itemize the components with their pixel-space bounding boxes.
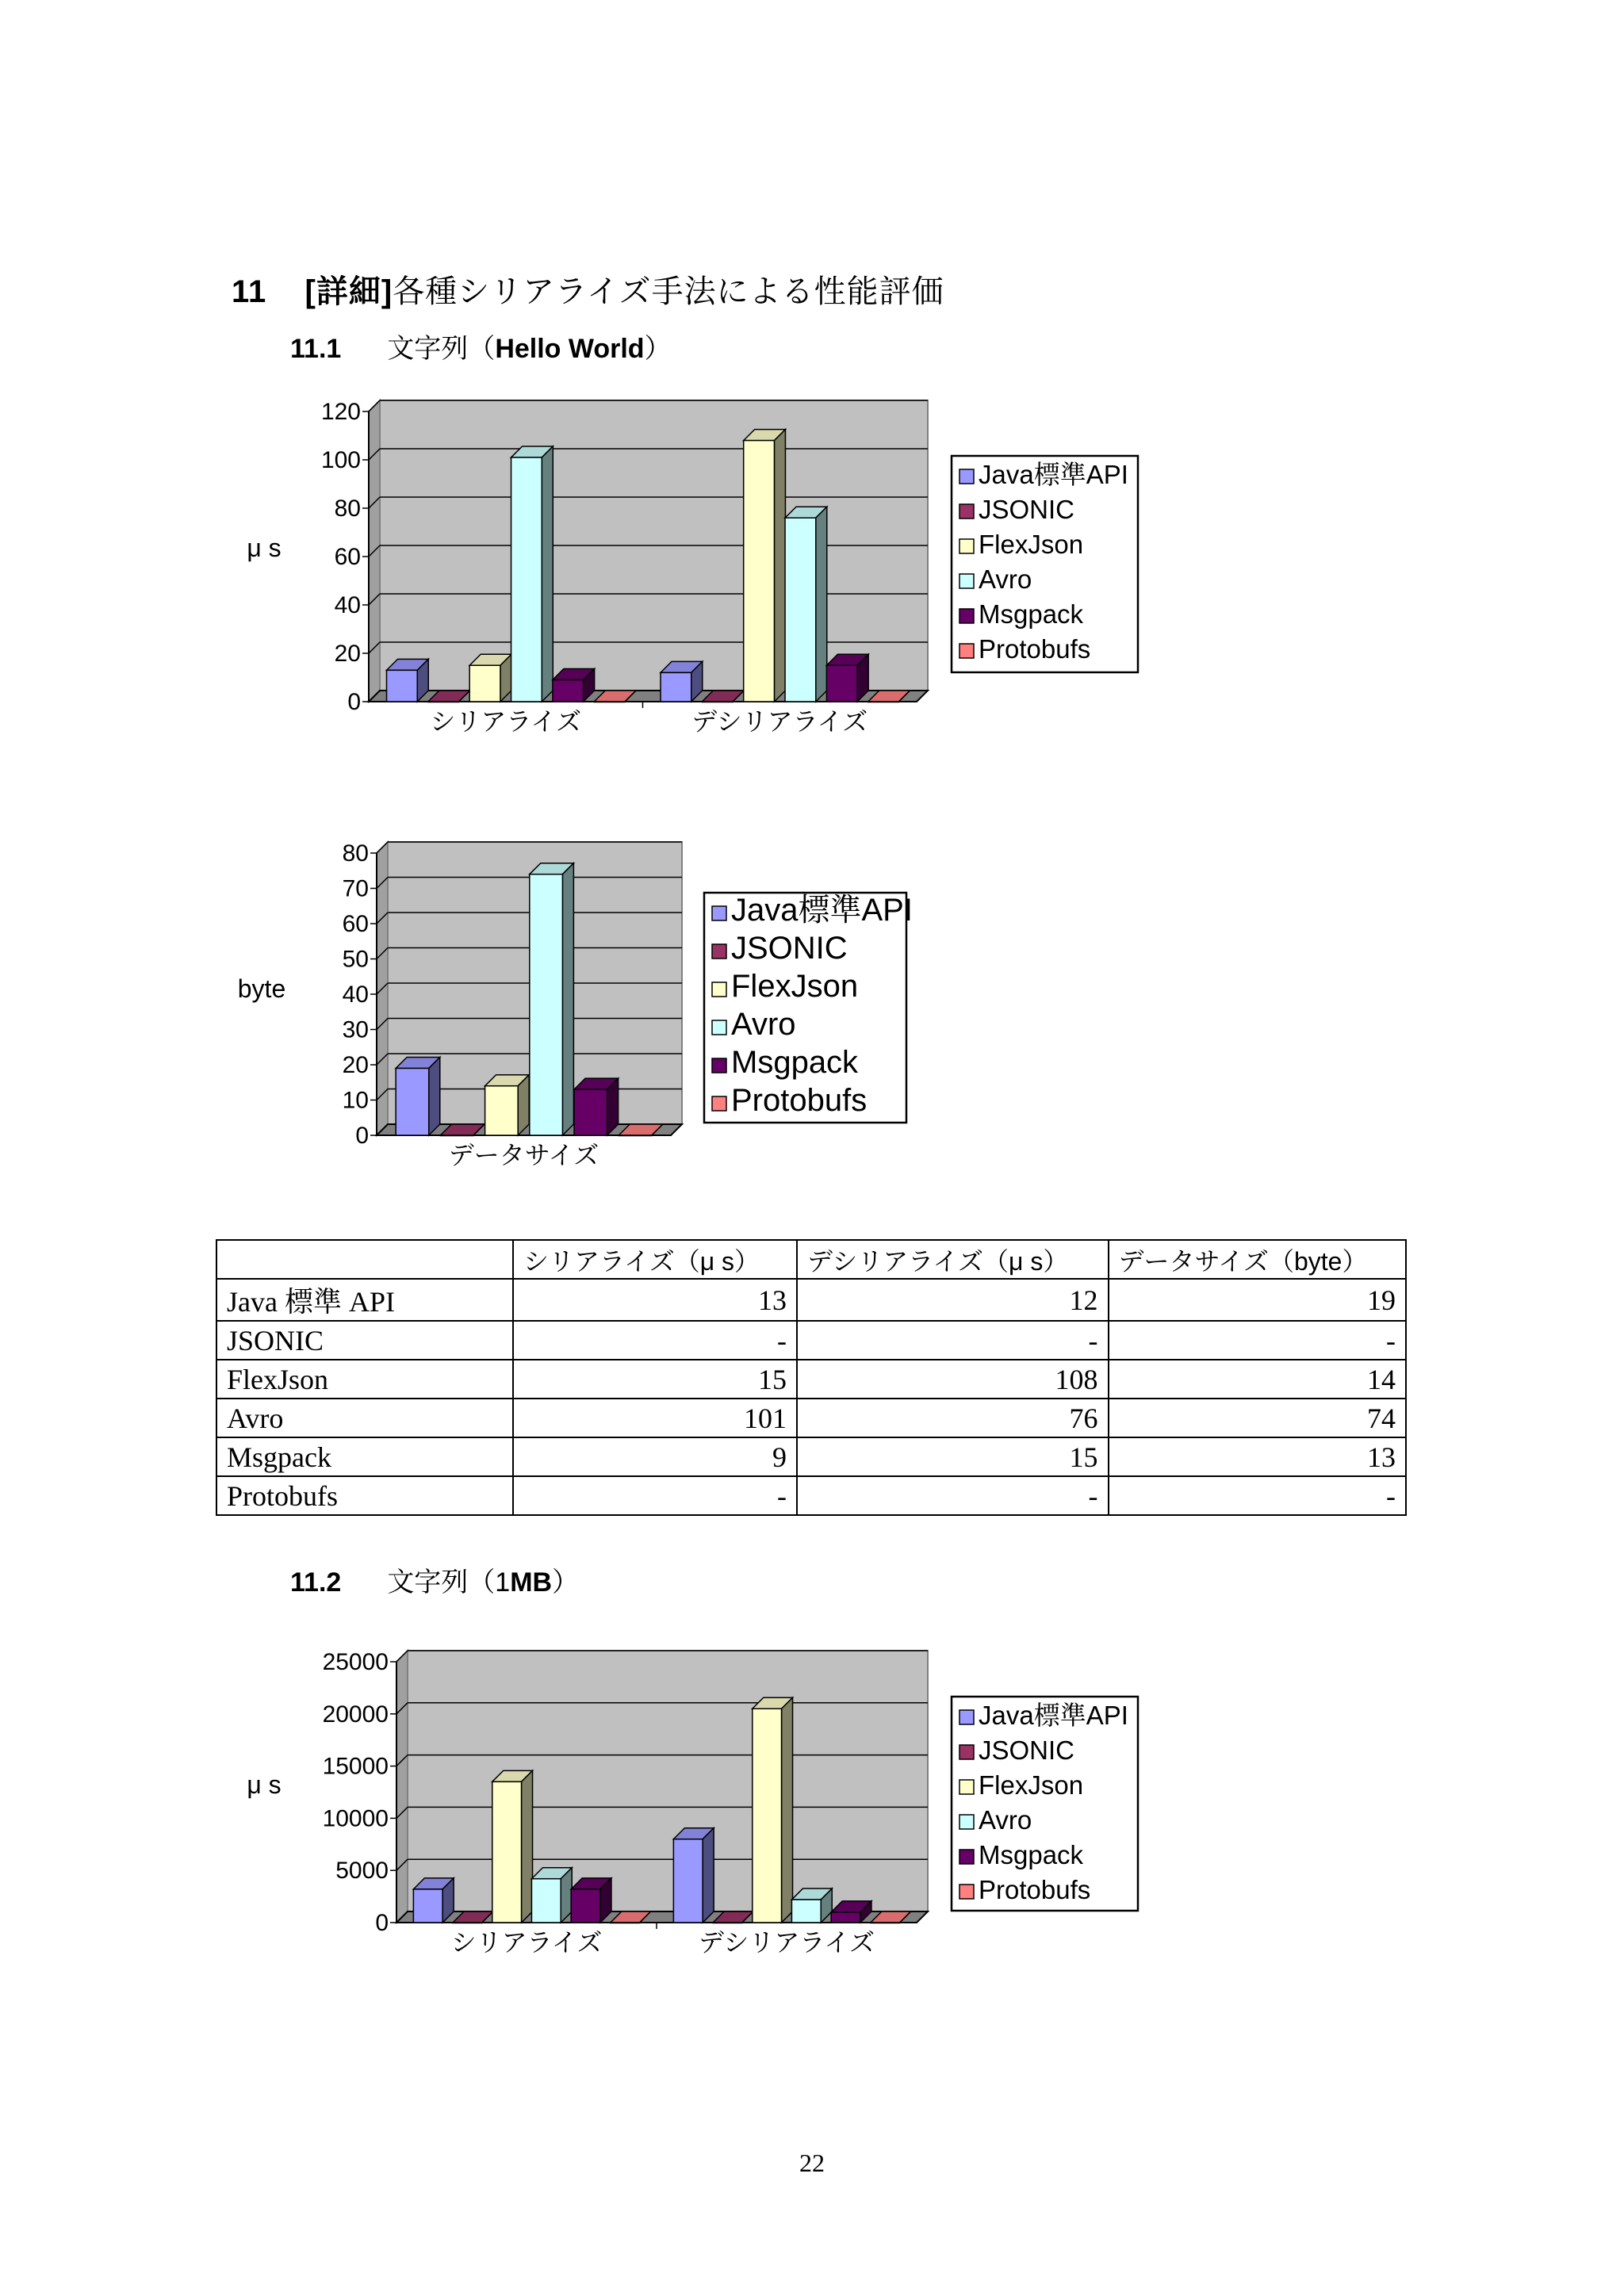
- y-tick-label: 20: [342, 1052, 369, 1078]
- x-tick-label: デシリアライズ: [691, 707, 868, 736]
- subsection-bold: MB: [510, 1567, 553, 1598]
- table-cell: 9: [513, 1437, 797, 1476]
- x-tick-label: シリアライズ: [430, 707, 582, 736]
- legend-item: Protobufs: [979, 1875, 1091, 1904]
- legend-item: Msgpack: [979, 599, 1084, 629]
- y-tick-label: 80: [342, 840, 369, 867]
- subsection-suffix: ）: [552, 1567, 580, 1598]
- y-tick-label: 120: [320, 399, 361, 425]
- section-title: 各種シリアライズ手法による性能評価: [393, 274, 944, 309]
- bar: [673, 1839, 703, 1923]
- bar-side: [522, 1770, 533, 1923]
- table-cell: -: [797, 1321, 1109, 1360]
- y-tick-label: 25000: [322, 1649, 389, 1675]
- table-cell: 15: [797, 1437, 1109, 1476]
- legend-item: JSONIC: [979, 495, 1075, 524]
- y-axis-label: μ s: [247, 534, 282, 562]
- bar: [831, 1912, 860, 1923]
- x-tick-label: デシリアライズ: [698, 1928, 875, 1957]
- y-tick-label: 20: [334, 641, 361, 667]
- legend-item: Protobufs: [731, 1083, 868, 1118]
- legend-item: Protobufs: [979, 634, 1091, 664]
- y-tick-label: 60: [342, 911, 369, 937]
- table-cell: -: [797, 1476, 1109, 1515]
- legend-item: Msgpack: [731, 1045, 859, 1080]
- legend-item: Java標準API: [979, 460, 1128, 489]
- legend-swatch: [959, 1885, 974, 1899]
- subsection-suffix: ）: [644, 334, 672, 364]
- legend-item: FlexJson: [979, 530, 1084, 559]
- table-cell: 76: [797, 1399, 1109, 1437]
- table-cell: 15: [513, 1360, 797, 1399]
- y-tick-label: 60: [334, 544, 361, 570]
- legend-swatch: [959, 1815, 974, 1829]
- y-tick-label: 50: [342, 946, 369, 973]
- subsection-prefix: 文字列（: [387, 334, 496, 364]
- bar: [753, 1709, 782, 1923]
- subsection-bold: Hello World: [495, 334, 645, 364]
- subsection-number: 11.1: [290, 334, 342, 364]
- section-title-bracket: [詳細]: [304, 274, 393, 309]
- y-tick-label: 5000: [335, 1858, 389, 1885]
- y-axis-label: byte: [237, 974, 286, 1003]
- legend-item: Java標準API: [979, 1701, 1128, 1730]
- legend-item: JSONIC: [731, 931, 848, 966]
- table-cell: Msgpack: [216, 1437, 513, 1476]
- legend-item: Avro: [979, 564, 1032, 594]
- x-tick-label: シリアライズ: [450, 1928, 603, 1957]
- y-tick-label: 0: [355, 1123, 369, 1149]
- legend-item: Avro: [979, 1805, 1032, 1835]
- table-header-cell: シリアライズ（μ s）: [513, 1240, 797, 1279]
- table-cell: Avro: [216, 1399, 513, 1437]
- bar: [492, 1781, 522, 1923]
- subsection-number: 11.2: [290, 1567, 342, 1598]
- table-header-cell: デシリアライズ（μ s）: [797, 1240, 1109, 1279]
- table-cell: -: [513, 1321, 797, 1360]
- bar: [413, 1889, 442, 1923]
- y-tick-label: 40: [334, 592, 361, 618]
- y-tick-label: 70: [342, 875, 369, 902]
- plot-back-wall: [408, 1651, 928, 1911]
- table-cell: 13: [513, 1279, 797, 1321]
- legend-item: FlexJson: [979, 1770, 1084, 1800]
- table-cell: 13: [1109, 1437, 1406, 1476]
- bar: [531, 1879, 561, 1923]
- section-number: 11: [232, 274, 267, 309]
- x-tick-label: データサイズ: [448, 1141, 599, 1169]
- table-cell: 108: [797, 1360, 1109, 1399]
- legend-swatch: [959, 1850, 974, 1864]
- table-cell: -: [1109, 1321, 1406, 1360]
- legend-swatch: [959, 1745, 974, 1759]
- table-cell: 74: [1109, 1399, 1406, 1437]
- bar: [791, 1900, 821, 1923]
- legend-swatch: [959, 1780, 974, 1794]
- legend-item: Java標準API: [731, 893, 913, 928]
- table-cell: FlexJson: [216, 1360, 513, 1399]
- legend-item: JSONIC: [979, 1735, 1075, 1765]
- table-cell: Protobufs: [216, 1476, 513, 1515]
- bar-side: [782, 1697, 793, 1923]
- bar-side: [703, 1828, 714, 1923]
- y-tick-label: 0: [347, 689, 361, 715]
- y-tick-label: 15000: [322, 1753, 389, 1780]
- y-axis-label: μ s: [247, 1770, 282, 1799]
- y-tick-label: 30: [342, 1016, 369, 1043]
- y-tick-label: 10: [342, 1087, 369, 1114]
- legend-item: Msgpack: [979, 1840, 1084, 1869]
- table-cell: 12: [797, 1279, 1109, 1321]
- table-cell: 19: [1109, 1279, 1406, 1321]
- table-cell: Java 標準 API: [216, 1279, 513, 1321]
- legend-item: Avro: [731, 1007, 796, 1042]
- legend-swatch: [959, 1710, 974, 1724]
- table-cell: 14: [1109, 1360, 1406, 1399]
- legend-item: FlexJson: [731, 969, 859, 1004]
- y-tick-label: 20000: [322, 1701, 389, 1728]
- y-tick-label: 0: [375, 1910, 389, 1936]
- table-cell: JSONIC: [216, 1321, 513, 1360]
- y-tick-label: 40: [342, 982, 369, 1008]
- table-cell: -: [1109, 1476, 1406, 1515]
- table-cell: 101: [513, 1399, 797, 1437]
- plot-side-wall: [396, 1651, 408, 1923]
- bar: [571, 1889, 600, 1923]
- table-header-cell: データサイズ（byte）: [1109, 1240, 1406, 1279]
- subsection-prefix: 文字列（1: [387, 1567, 511, 1598]
- y-tick-label: 100: [320, 447, 361, 473]
- page-number: 22: [799, 2149, 825, 2177]
- y-tick-label: 10000: [322, 1805, 389, 1832]
- y-tick-label: 80: [334, 496, 361, 522]
- table-cell: -: [513, 1476, 797, 1515]
